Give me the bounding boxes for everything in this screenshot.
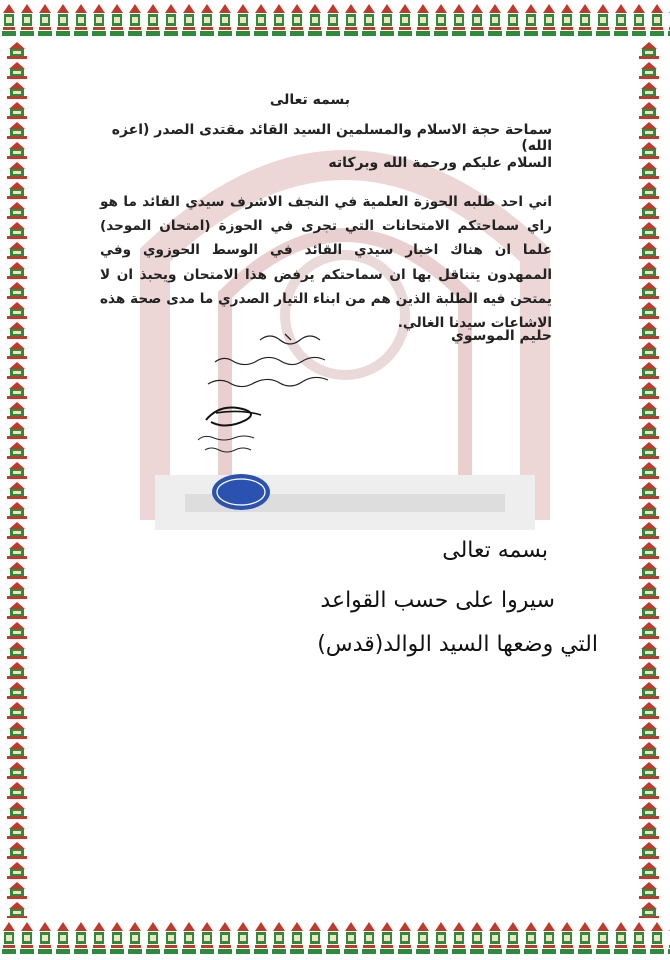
handwritten-date-scribble (196, 432, 256, 456)
letter-body: اني احد طلبه الحوزة العلمية في النجف الاشرف سيدي القائد ما هو راي سماحتكم الامتحانات التي تجرى في الحوزة (امتحان الموحد) علما ان هناك اخبار سيدي القائد في الوسط الحوزوي وفي الممهدون يتناقل بها ان سماحتكم يرفض هذا الامتحان ويحبذ ان لا يمتحن فيه الطلبة الذين هم من ابناء التيار الصدري ما مدى صحة هذه الاشاعات سيدنا الغالي. (100, 194, 552, 332)
greeting-line: السلام عليكم ورحمة الله وبركاته (328, 155, 552, 171)
reply-line-2: سيروا على حسب القواعد (320, 588, 555, 613)
addressee-line: سماحة حجة الاسلام والمسلمين السيد القائد مقتدى الصدر (اعزه الله) (111, 122, 552, 154)
reply-line-1: بسمه تعالى (442, 538, 548, 563)
decorative-border-right (632, 40, 670, 918)
reply-line-3: التي وضعها السيد الوالد(قدس) (317, 632, 598, 657)
decorative-border-top (0, 0, 670, 40)
blue-seal-stamp (210, 472, 272, 512)
decorative-border-bottom (0, 918, 670, 960)
decorative-border-left (0, 40, 34, 918)
basmala-heading: بسمه تعالى (269, 92, 350, 108)
sender-name: حليم الموسوي (451, 328, 552, 344)
